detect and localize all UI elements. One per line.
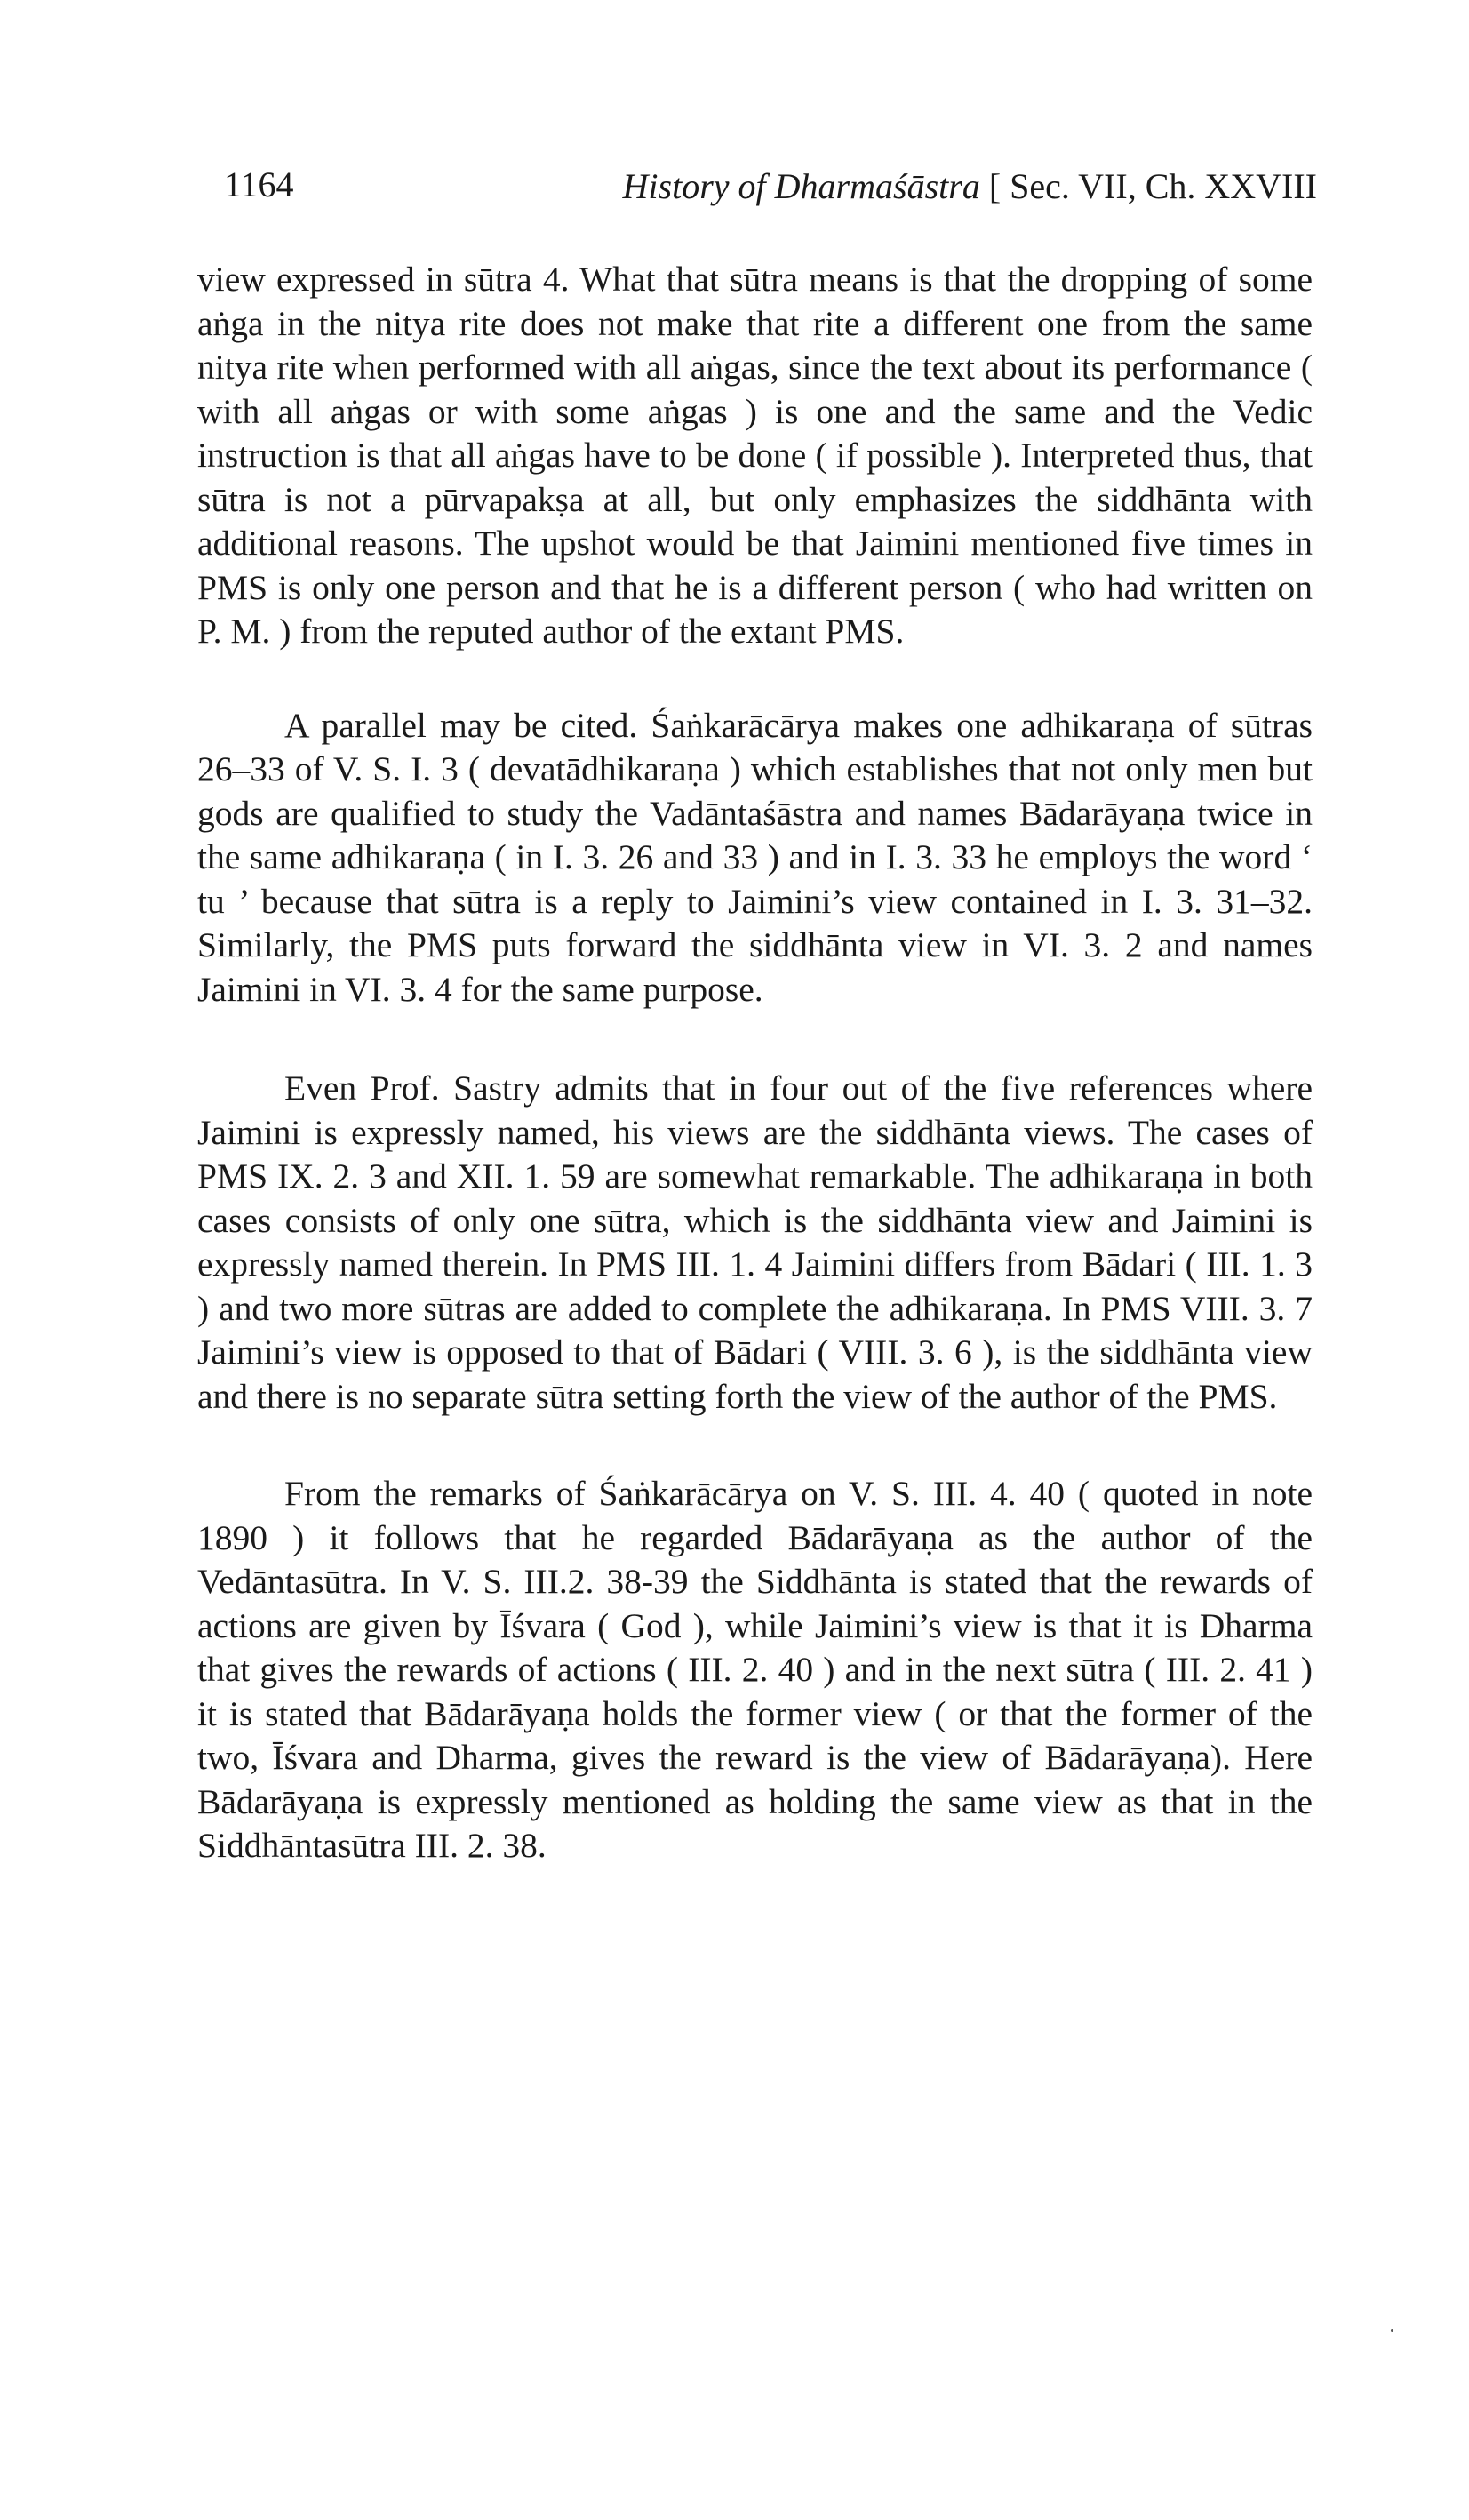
page-header xyxy=(224,156,1317,210)
paragraph-1: view expressed in sūtra 4. What that sūtra means is that the dropping of some aṅga in the nitya rite does not make that rite a different one from the same nitya rite when performed with all aṅgas, since the text about its performance ( with all aṅgas or with some aṅgas ) is one and the same and the Vedic instruction is that all aṅgas have to be done ( if possible ). Interpreted thus, that sūtra is not a pūrvapakṣa at all, but only emphasizes the siddhānta with additional reasons. The upshot would be that Jaimini mentioned five times in PMS is only one person and that he is a different person ( who had written on P. M. ) from the reputed author of the extant PMS. xyxy=(197,260,1313,651)
running-head-section: [ Sec. VII, Ch. XXVIII xyxy=(988,166,1317,206)
running-head-title: History of Dharmaśāstra xyxy=(622,166,980,206)
running-head xyxy=(623,165,1317,207)
paragraph-3: Even Prof. Sastry admits that in four out of the five references where Jaimini is expressly named, his views are the siddhānta views. The cases of PMS IX. 2. 3 and XII. 1. 59 are somewhat remarkable. The adhikaraṇa in both cases consists of only one sūtra, which is the siddhānta view and Jaimini is expressly named therein. In PMS III. 1. 4 Jaimini differs from Bādari ( III. 1. 3 ) and two more sūtras are added to complete the adhikaraṇa. In PMS VIII. 3. 7 Jaimini’s view is opposed to that of Bādari ( VIII. 3. 6 ), is the siddhānta view and there is no separate sūtra setting forth the view of the author of the PMS. xyxy=(197,1068,1313,1416)
paper-speck xyxy=(1391,2329,1393,2332)
page-number: 1164 xyxy=(224,164,294,204)
paragraph-4: From the remarks of Śaṅkarācārya on V. S. III. 4. 40 ( quoted in note 1890 ) it follows that he regarded Bādarāyaṇa as the author of the Vedāntasūtra. In V. S. III.2. 38-39 the Siddhānta is stated that the rewards of actions are given by Īśvara ( God ), while Jaimini’s view is that it is Dharma that gives the rewards of actions ( III. 2. 40 ) and in the next sūtra ( III. 2. 41 ) it is stated that Bādarāyaṇa holds the former view ( or that the former of the two, Īśvara and Dharma, gives the reward is the view of Bādarāyaṇa). Here Bādarāyaṇa is expressly mentioned as holding the same view as that in the Siddhāntasūtra III. 2. 38. xyxy=(197,1474,1313,1865)
paragraph-2: A parallel may be cited. Śaṅkarācārya makes one adhikaraṇa of sūtras 26–33 of V. S. I. 3 ( devatādhikaraṇa ) which establishes that not only men but gods are qualified to study the Vadāntaśāstra and names Bādarāyaṇa twice in the same adhikaraṇa ( in I. 3. 26 and 33 ) and in I. 3. 33 he employs the word ‘ tu ’ because that sūtra is a reply to Jaimini’s view contained in I. 3. 31–32. Similarly, the PMS puts forward the siddhānta view in VI. 3. 2 and names Jaimini in VI. 3. 4 for the same purpose. xyxy=(197,705,1313,1009)
body-text xyxy=(197,258,1313,1868)
